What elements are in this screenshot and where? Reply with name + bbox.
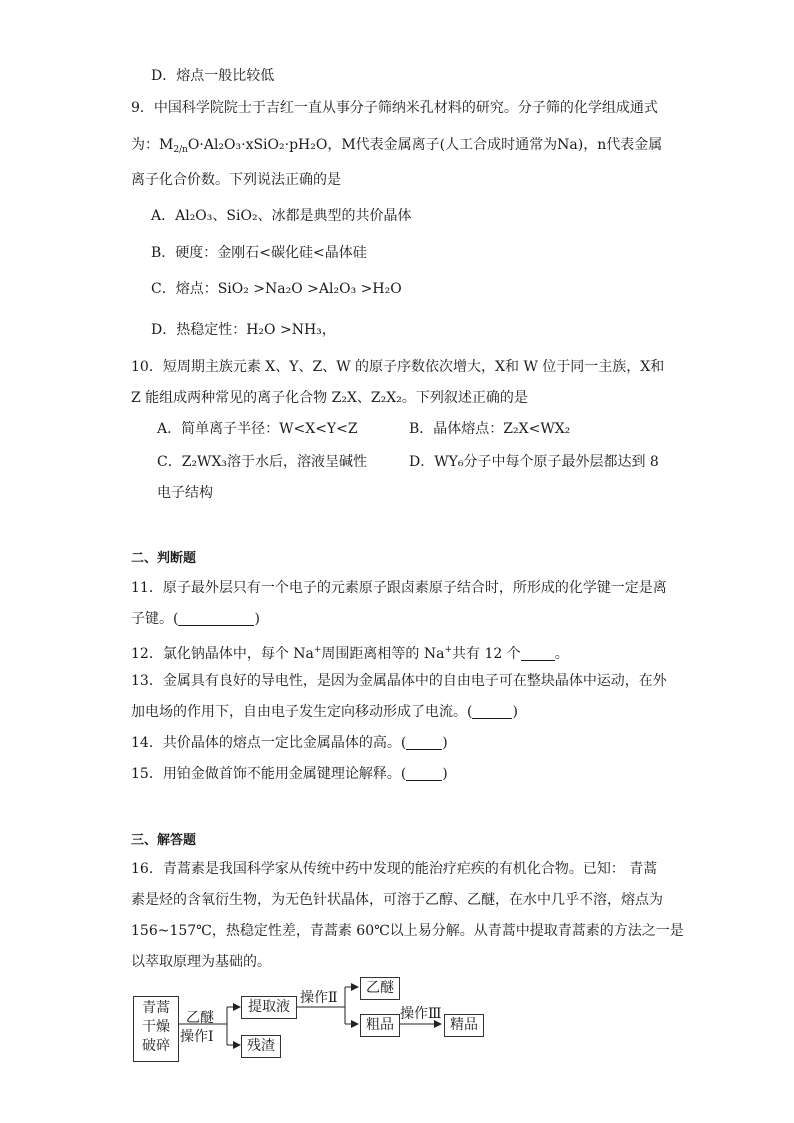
q16-line1: 16．青蒿素是我国科学家从传统中药中发现的能治疗疟疾的有机化合物。已知： 青蒿 [131, 861, 658, 877]
q9-stem-line2: 为：$M_{2/n}O\cdot Al_2O_3\cdot xSiO_2\cdot pH_2O$，M代表金属离子(人工合成时通常为Na)，n代表金属 [131, 137, 663, 155]
q11-line1: 11．原子最外层只有一个电子的元素原子跟卤素原子结合时，所形成的化学键一定是离 [131, 580, 667, 596]
q10-stem-line2: Z 能组成两种常见的离子化合物 Z₂X、Z₂X₂。下列叙述正确的是 [131, 390, 528, 406]
flow-solvent-label: 乙醚 [186, 1010, 214, 1026]
q12-line: 12．氯化钠晶体中，每个 Na+周围距离相等的 Na+共有 12 个 。 [131, 645, 569, 662]
flow-extract-box: 提取液 [241, 996, 297, 1019]
flow-start-line1: 青蒿 [142, 1000, 170, 1016]
q14-line: 14．共价晶体的熔点一定比金属晶体的高。( ) [131, 735, 448, 751]
flow-op3-label: 操作Ⅲ [400, 1006, 442, 1022]
q10-option-a: A．简单离子半径：W<X<Y<Z [157, 421, 358, 437]
flow-residue-box: 残渣 [241, 1035, 281, 1058]
flow-start-line2: 干燥 [142, 1019, 170, 1035]
section-answer-title: 三、解答题 [131, 833, 197, 848]
q9-option-b: B．硬度：金刚石<碳化硅<晶体硅 [151, 245, 367, 261]
q9-option-d: D．热稳定性：H₂O >NH₃， [151, 322, 336, 338]
q16-line4: 以萃取原理为基础的。 [131, 954, 271, 970]
q16-line2: 素是烃的含氧衍生物，为无色针状晶体，可溶于乙醇、乙醚，在水中几乎不溶，熔点为 [131, 892, 663, 908]
flow-crude-box: 粗品 [360, 1014, 400, 1037]
flow-refined-box: 精品 [444, 1014, 484, 1037]
q9-option-a: A．Al₂O₃、SiO₂、冰都是典型的共价晶体 [151, 208, 412, 224]
q10-option-c: C．Z₂WX₃溶于水后，溶液呈碱性 [157, 454, 368, 470]
flow-ether-box: 乙醚 [360, 977, 400, 1000]
q15-line: 15．用铂金做首饰不能用金属键理论解释。( ) [131, 766, 448, 782]
q11-line2: 子键。( ) [131, 611, 260, 627]
q16-line3: 156~157℃，热稳定性差，青蒿素 60℃以上易分解。从青蒿中提取青蒿素的方法之一是 [131, 923, 684, 939]
q10-option-d: D．WY₆分子中每个原子最外层都达到 8 [409, 454, 659, 470]
section-judgement-title: 二、判断题 [131, 551, 197, 566]
q10-option-d-cont: 电子结构 [157, 485, 213, 501]
q9-stem-line3: 离子化合价数。下列说法正确的是 [131, 172, 341, 188]
flow-start-box [133, 996, 179, 1062]
q9-option-c: C．熔点：SiO₂ >Na₂O >Al₂O₃ >H₂O [151, 281, 402, 297]
flow-op1-label: 操作Ⅰ [180, 1029, 214, 1045]
flow-start-line3: 破碎 [142, 1038, 170, 1054]
q10-stem-line1: 10．短周期主族元素 X、Y、Z、W 的原子序数依次增大，X和 W 位于同一主族，X和 [131, 359, 665, 375]
flow-op2-label: 操作Ⅱ [300, 990, 338, 1006]
q8-option-d: D．熔点一般比较低 [151, 68, 275, 84]
q9-stem-line1: 9．中国科学院院士于吉红一直从事分子筛纳米孔材料的研究。分子筛的化学组成通式 [131, 100, 658, 116]
q10-option-b: B．晶体熔点：Z₂X<WX₂ [409, 421, 571, 437]
q13-line1: 13．金属具有良好的导电性，是因为金属晶体中的自由电子可在整块晶体中运动，在外 [131, 673, 667, 689]
q13-line2: 加电场的作用下，自由电子发生定向移动形成了电流。( ) [131, 704, 518, 720]
